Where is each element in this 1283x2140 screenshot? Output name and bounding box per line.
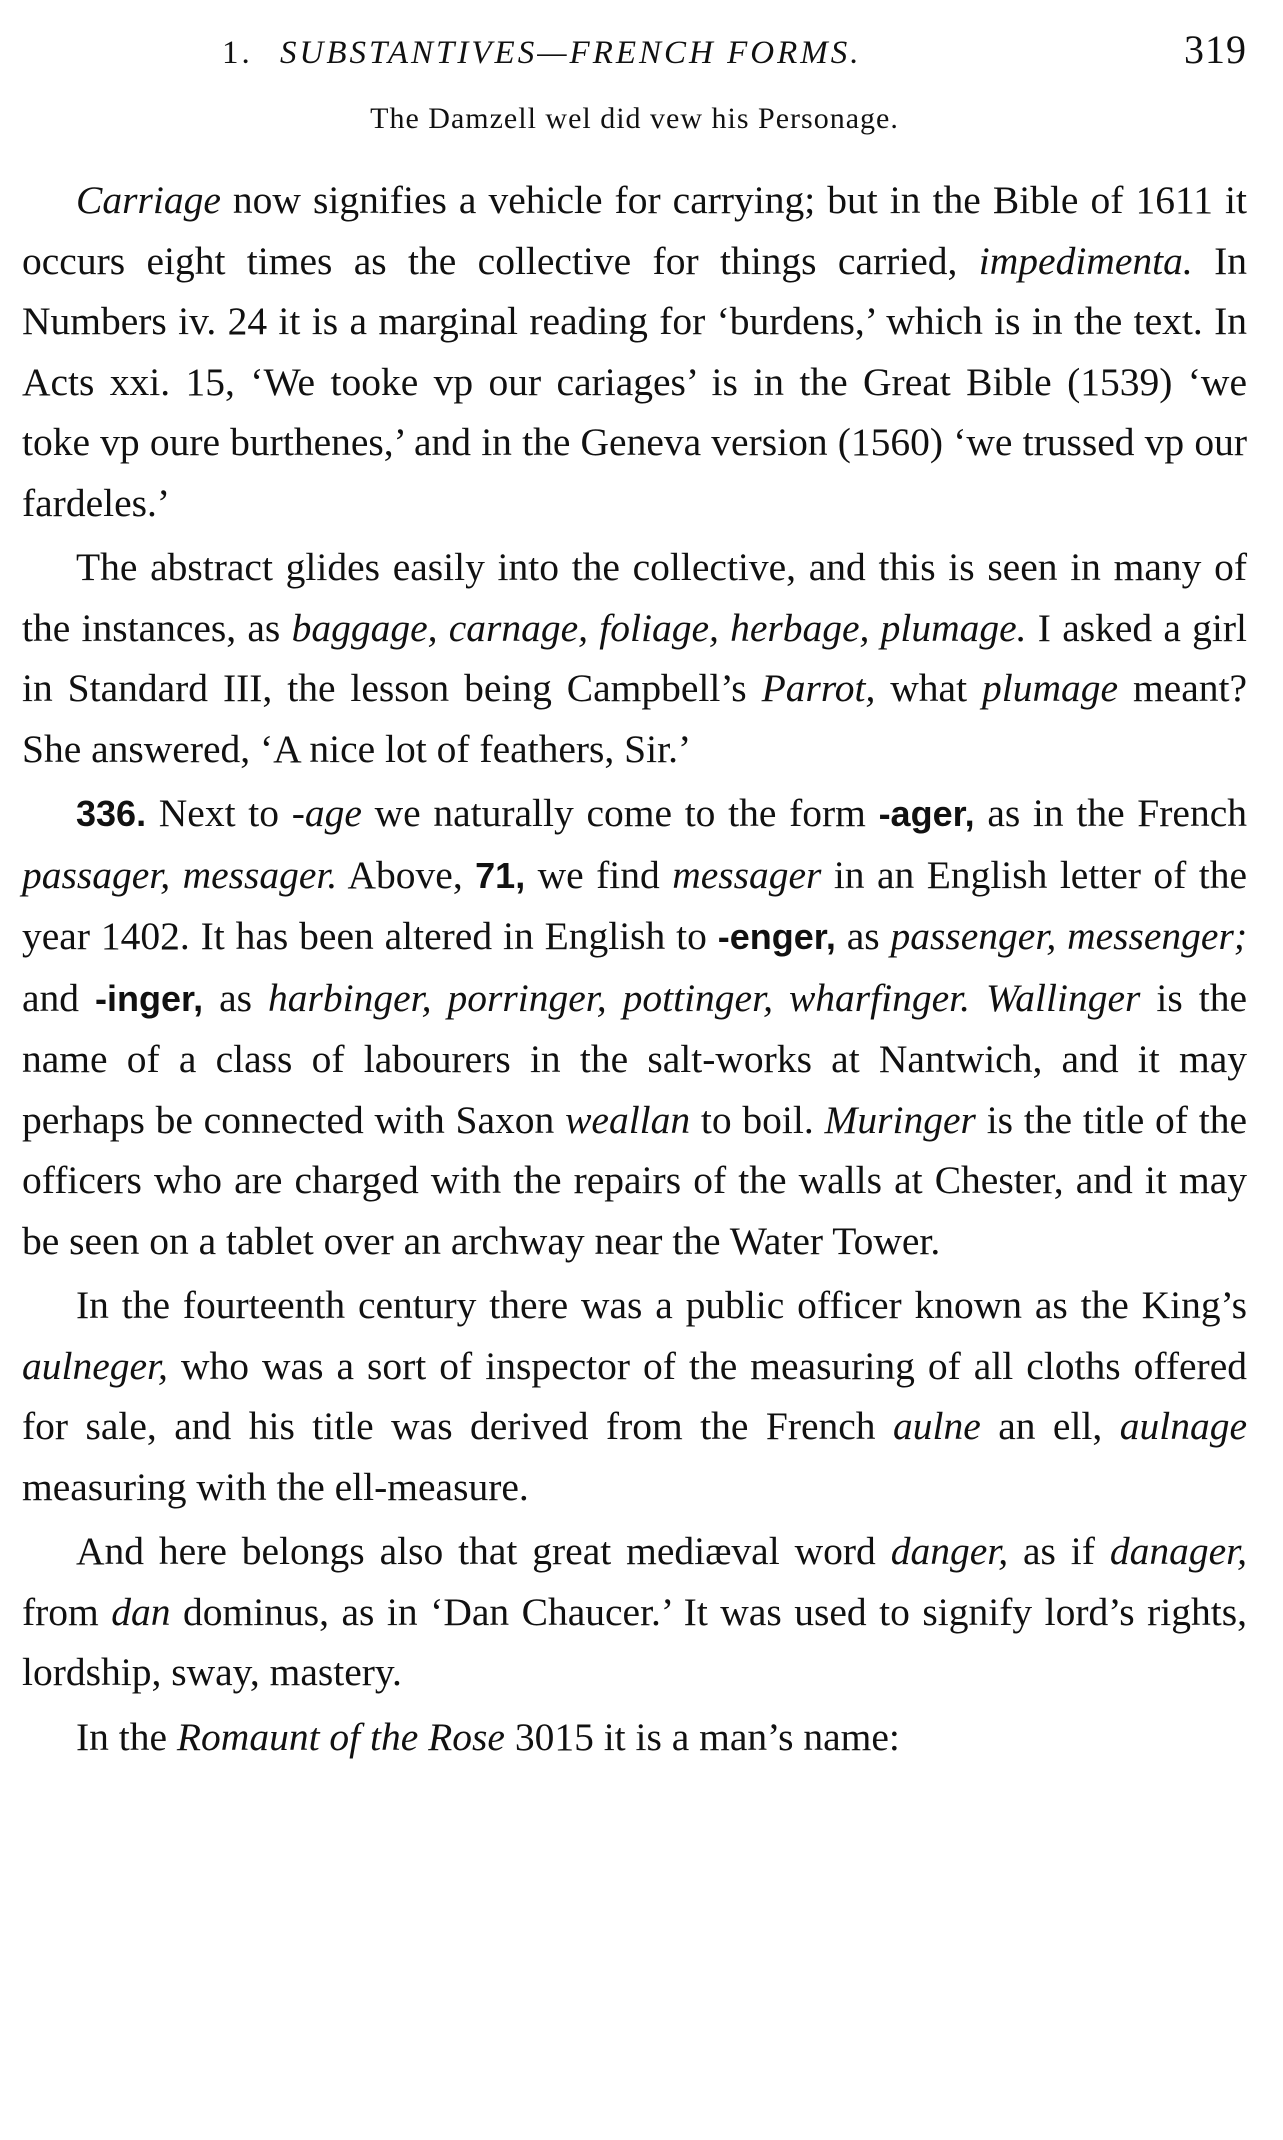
text-run: to boil. [690, 1097, 825, 1142]
paragraph [22, 1707, 1247, 1768]
italic-text: plumage [981, 666, 1119, 710]
text-run: as [835, 914, 891, 958]
running-head [222, 35, 862, 72]
text-run: 3015 it is a man’s name: [504, 1714, 900, 1759]
italic-text: Romaunt of the Rose [176, 1714, 505, 1759]
text-run: measuring with the ell-measure. [22, 1464, 529, 1509]
body-text [22, 170, 1247, 1767]
text-run: as in the French [974, 791, 1247, 835]
italic-text: Parrot, [761, 666, 876, 710]
bold-text: 336. [76, 793, 147, 834]
italic-text: Carriage [76, 178, 221, 222]
paragraph [22, 1275, 1247, 1517]
text-run: The abstract glides easily into the collective, and this is seen in many of the instances, as [22, 545, 1247, 650]
paragraph [22, 783, 1247, 1271]
text-run: an ell, [980, 1404, 1120, 1448]
italic-text: -age [291, 791, 362, 835]
italic-text: aulnage [1119, 1404, 1247, 1448]
italic-text: aulne [892, 1404, 981, 1448]
text-run: now signifies a vehicle for carrying; but in the Bible of 1611 it occurs eight times as the collective for things carried, [22, 178, 1247, 283]
italic-text: messager [672, 852, 822, 897]
text-run: dominus, as in ‘Dan Chaucer.’ It was used to signify lord’s rights, lordship, sway, mastery. [22, 1589, 1247, 1694]
text-run: who was a sort of inspector of the measuring of all cloths offered for sale, and his title was derived from the French [22, 1343, 1247, 1448]
text-run: what [875, 666, 982, 710]
text-run: In the fourteenth century there was a public officer known as the King’s [76, 1283, 1247, 1327]
page-number: 319 [1184, 27, 1247, 72]
text-run: meant? She answered, ‘A nice lot of feathers, Sir.’ [22, 666, 1247, 771]
text-run: from [22, 1589, 112, 1634]
bold-text: -ager, [878, 793, 975, 834]
italic-text: passager, messager. [22, 852, 338, 897]
bold-text: 71, [475, 854, 526, 896]
bold-text: -inger, [95, 977, 204, 1019]
text-run: we naturally come to the form [361, 791, 879, 835]
text-run: is the name of a class of labourers in the salt-works at Nantwich, and it may perhaps be connected with Saxon [22, 975, 1248, 1142]
paragraph [22, 1521, 1247, 1703]
text-run: In Numbers iv. 24 it is a marginal reading for ‘burdens,’ which is in the text. In Acts xxi. 15, ‘We tooke vp our cariages’ is in the Great Bible (1539) ‘we toke vp oure burthenes,’ and in the Geneva version (1560) ‘we trussed vp our fardeles.’ [22, 238, 1247, 525]
quote-line: The Damzell wel did vew his Personage. [370, 102, 899, 135]
italic-text: harbinger, porringer, pottinger, wharfinger. Wallinger [268, 975, 1141, 1020]
text-run: as if [1008, 1529, 1110, 1573]
text-run: is the title of the officers who are charged with the repairs of the walls at Chester, and it may be seen on a tablet over an archway near the Water Tower. [22, 1097, 1247, 1263]
text-run: Above, [337, 852, 476, 897]
italic-text: danager, [1109, 1529, 1247, 1573]
italic-text: Muringer [824, 1097, 976, 1142]
text-run: I asked a girl in Standard III, the lesson being Campbell’s [22, 605, 1248, 710]
italic-text: impedimenta. [978, 238, 1193, 283]
section-number: 1. [222, 35, 253, 71]
italic-text: baggage, carnage, foliage, herbage, plumage. [291, 605, 1027, 650]
italic-text: dan [111, 1589, 171, 1634]
text-run: Next to [146, 791, 292, 835]
text-run: And here belongs also that great mediæval word [76, 1529, 891, 1573]
page-header [22, 26, 1247, 96]
bold-text: -enger, [717, 916, 836, 957]
text-run: and [22, 975, 96, 1020]
text-run: In the [76, 1714, 177, 1759]
italic-text: danger, [890, 1529, 1009, 1573]
italic-text: passenger, messenger; [890, 914, 1247, 958]
paragraph [22, 170, 1247, 533]
paragraph [22, 537, 1247, 779]
text-run: as [203, 975, 268, 1020]
text-run: we find [525, 852, 673, 897]
italic-text: aulneger, [22, 1343, 168, 1388]
text-run: in an English letter of the year 1402. It has been altered in English to [22, 852, 1247, 958]
italic-text: weallan [565, 1097, 691, 1142]
running-title: SUBSTANTIVES—FRENCH FORMS. [280, 35, 862, 71]
